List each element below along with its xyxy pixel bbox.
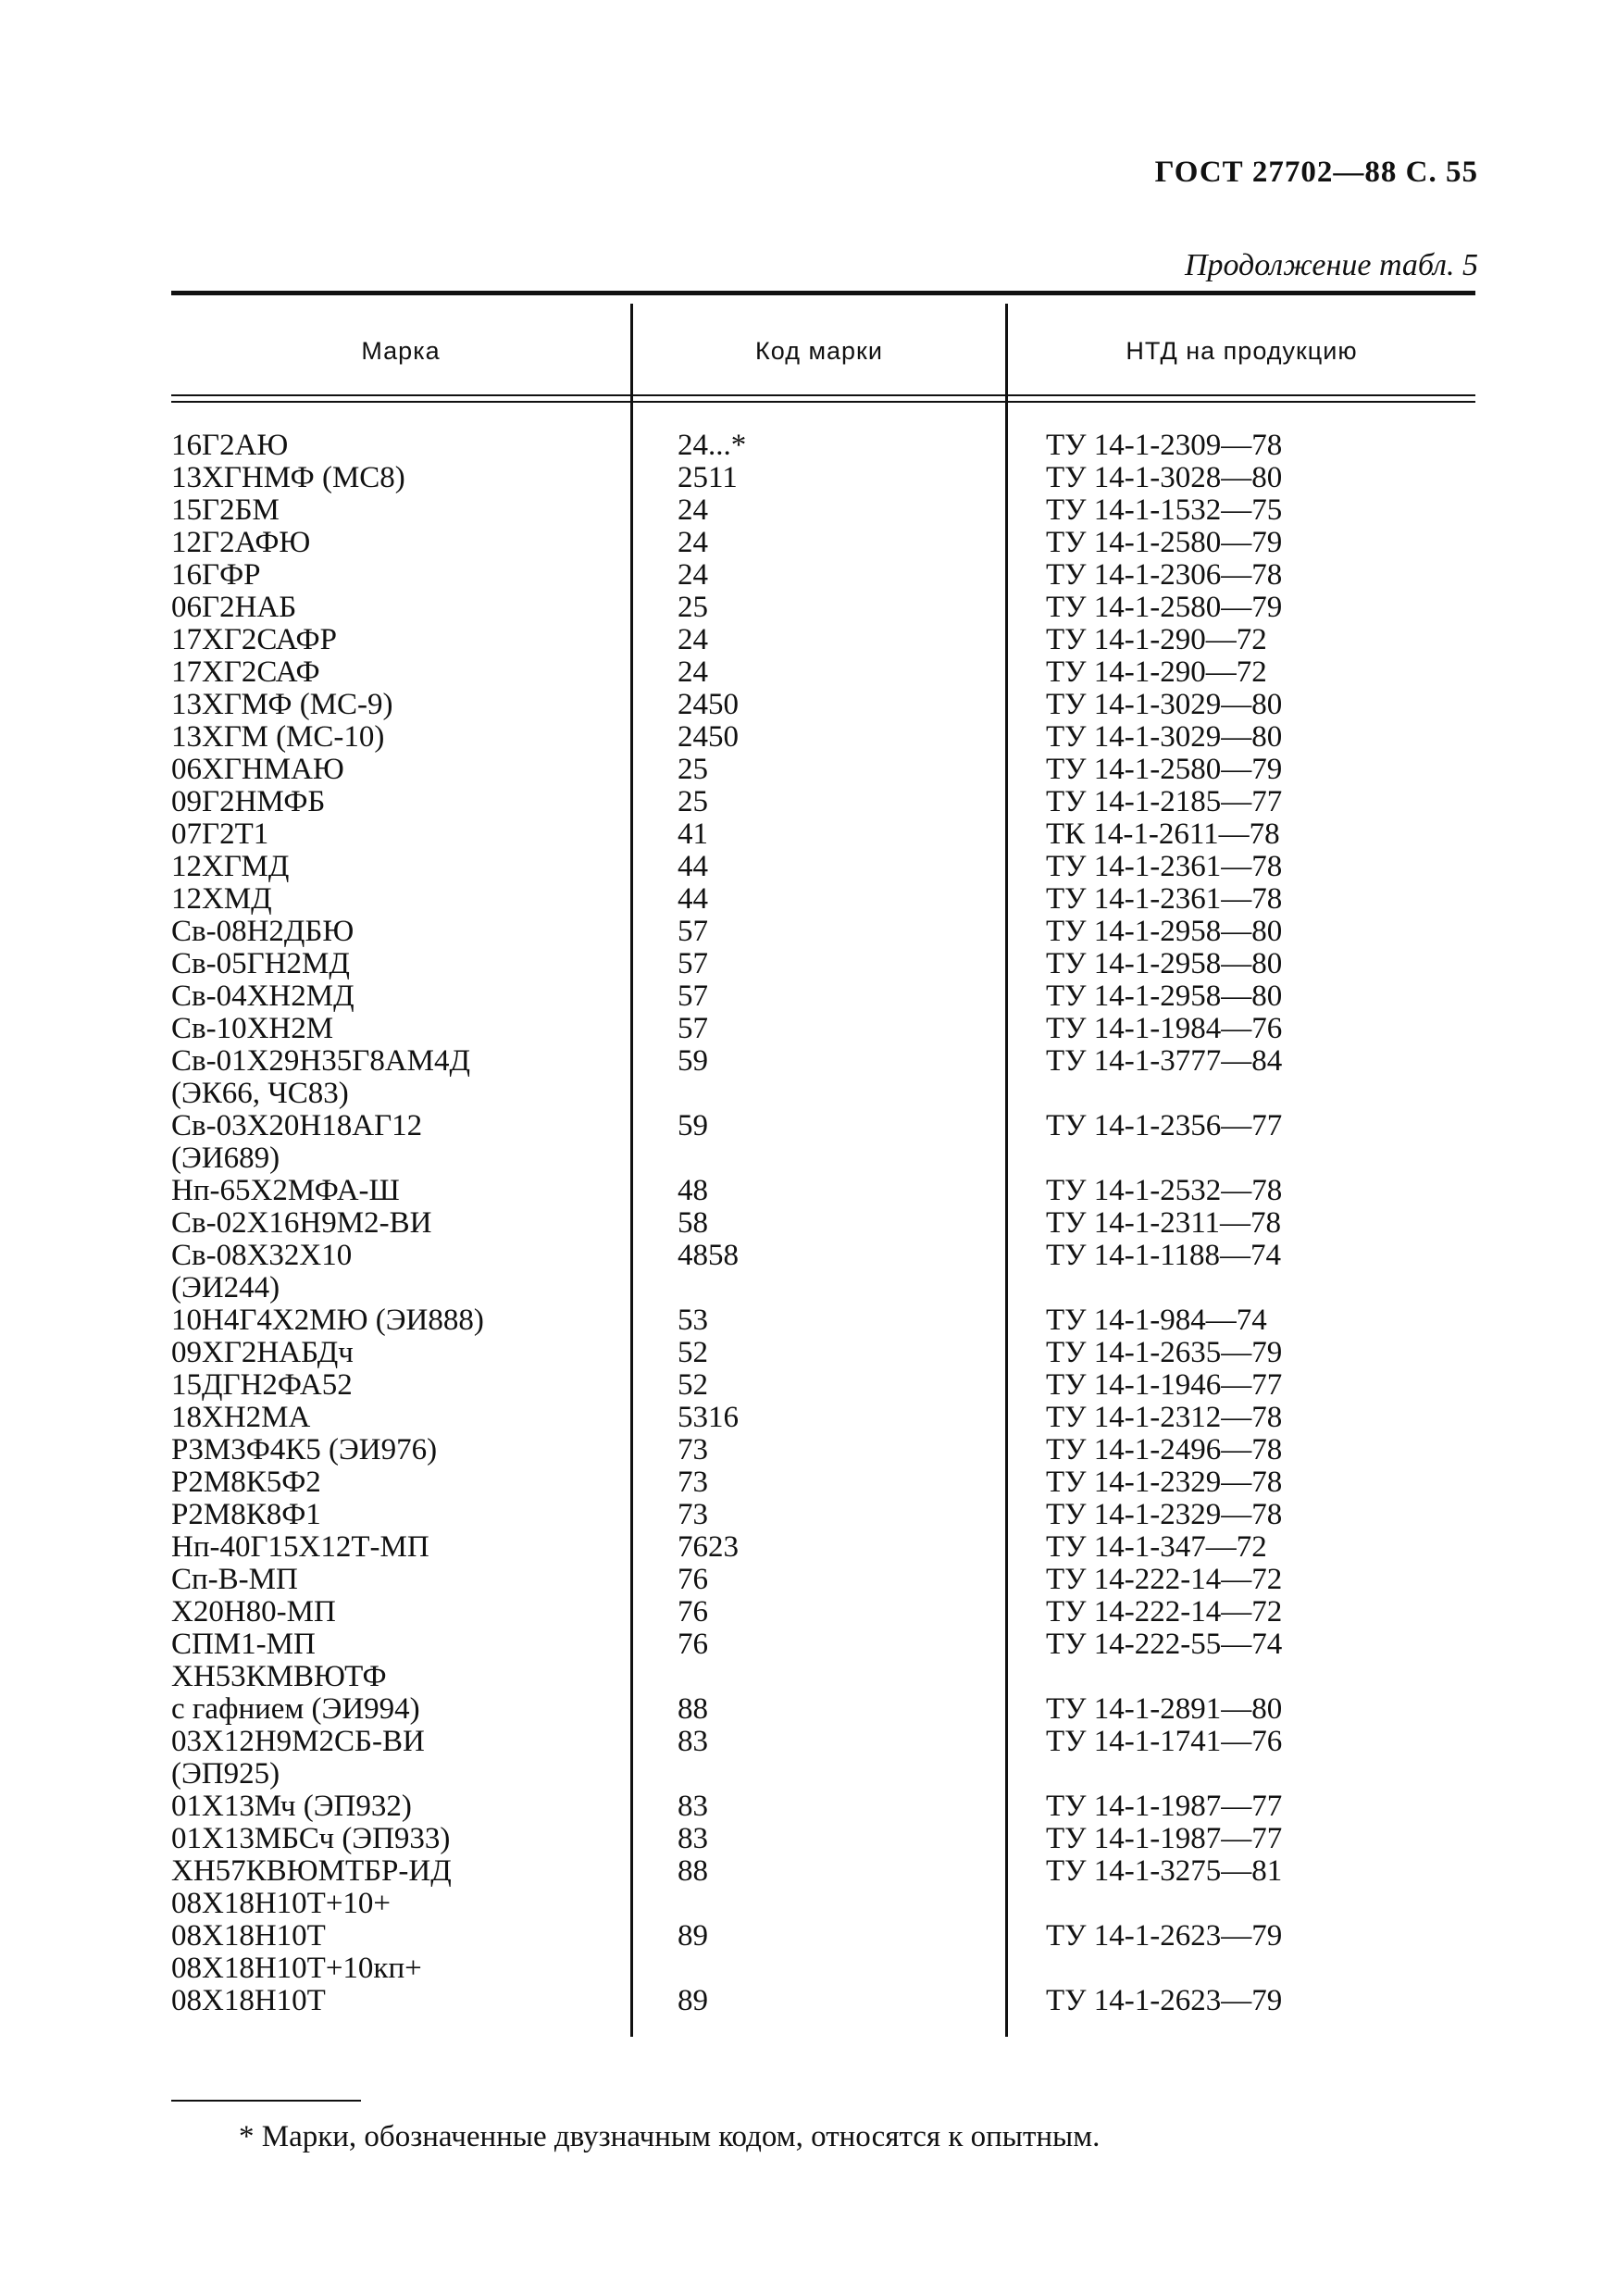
table-row [171,1791,1475,1823]
table-row [171,494,1475,527]
ntd-cell: ТУ 14-222-55—74 [1046,1628,1283,1661]
table-row [171,462,1475,494]
code-cell: 73 [678,1466,708,1499]
code-cell: 24 [678,558,708,592]
ntd-cell: ТУ 14-1-2356—77 [1046,1109,1283,1142]
ntd-cell: ТК 14-1-2611—78 [1046,817,1280,851]
table-row [171,656,1475,689]
code-cell: 76 [678,1628,708,1661]
mark-cell: 13ХГНМФ (МС8) [171,461,405,494]
table-row [171,1726,1475,1758]
mark-cell: Св-08Н2ДБЮ [171,915,354,948]
mark-cell: Св-05ГН2МД [171,947,350,980]
ntd-cell: ТУ 14-1-2580—79 [1046,526,1283,559]
code-cell: 52 [678,1368,708,1402]
code-cell: 83 [678,1790,708,1823]
code-cell: 57 [678,947,708,980]
table-row [171,1078,1475,1110]
mark-cell: 09ХГ2НАБДч [171,1336,354,1369]
code-cell: 57 [678,1012,708,1045]
code-cell: 2450 [678,720,739,754]
code-cell: 57 [678,980,708,1013]
mark-cell: 15ДГН2ФА52 [171,1368,353,1402]
ntd-cell: ТУ 14-1-2580—79 [1046,753,1283,786]
mark-cell: Х20Н80-МП [171,1595,336,1628]
mark-cell: (ЭП925) [171,1757,280,1791]
mark-cell: Св-08Х32Х10 [171,1239,353,1272]
mark-cell: 10Н4Г4Х2МЮ (ЭИ888) [171,1304,484,1337]
code-cell: 59 [678,1044,708,1078]
table-row [171,430,1475,462]
table-row [171,559,1475,592]
code-cell: 44 [678,850,708,883]
table-row [171,754,1475,786]
ntd-cell: ТУ 14-1-2311—78 [1046,1206,1282,1240]
ntd-cell: ТУ 14-222-14—72 [1046,1595,1283,1628]
table-row [171,948,1475,980]
table-row [171,1304,1475,1337]
mark-cell: 12ХГМД [171,850,290,883]
code-cell: 25 [678,591,708,624]
ntd-cell: ТУ 14-1-1532—75 [1046,493,1283,527]
page-header: ГОСТ 27702—88 С. 55 [1154,156,1478,189]
footnote: * Марки, обозначенные двузначным кодом, относятся к опытным. [239,2120,1101,2153]
ntd-cell: ТУ 14-1-2891—80 [1046,1692,1283,1726]
ntd-cell: ТУ 14-1-2580—79 [1046,591,1283,624]
table-row [171,883,1475,916]
code-cell: 24 [678,526,708,559]
table-row [171,980,1475,1013]
mark-cell: (ЭИ689) [171,1142,280,1175]
mark-cell: с гафнием (ЭИ994) [171,1692,420,1726]
code-cell: 57 [678,915,708,948]
ntd-cell: ТУ 14-1-2312—78 [1046,1401,1283,1434]
table-row [171,1661,1475,1693]
mark-cell: Св-04ХН2МД [171,980,354,1013]
ntd-cell: ТУ 14-1-2958—80 [1046,947,1283,980]
ntd-cell: ТУ 14-1-1188—74 [1046,1239,1282,1272]
mark-cell: Св-10ХН2М [171,1012,334,1045]
mark-cell: Нп-40Г15Х12Т-МП [171,1530,429,1564]
code-cell: 59 [678,1109,708,1142]
code-cell: 24 [678,623,708,656]
ntd-cell: ТУ 14-1-347—72 [1046,1530,1267,1564]
ntd-cell: ТУ 14-1-2623—79 [1046,1984,1283,2017]
table-row [171,1207,1475,1240]
mark-cell: Св-01Х29Н35Г8АМ4Д [171,1044,471,1078]
ntd-cell: ТУ 14-1-290—72 [1046,655,1267,689]
table-row [171,916,1475,948]
table-row [171,1499,1475,1531]
mark-cell: Сп-В-МП [171,1563,298,1596]
ntd-cell: ТУ 14-1-3777—84 [1046,1044,1283,1078]
table-row [171,1531,1475,1564]
ntd-cell: ТУ 14-1-3029—80 [1046,720,1283,754]
ntd-cell: ТУ 14-1-2623—79 [1046,1919,1283,1953]
ntd-cell: ТУ 14-1-2958—80 [1046,915,1283,948]
code-cell: 89 [678,1919,708,1953]
ntd-cell: ТУ 14-1-2185—77 [1046,785,1283,818]
code-cell: 24 [678,493,708,527]
mark-cell: 08Х18Н10Т [171,1919,326,1953]
table-row [171,1888,1475,1920]
mark-cell: 01Х13Мч (ЭП932) [171,1790,412,1823]
ntd-cell: ТУ 14-1-2329—78 [1046,1466,1283,1499]
code-cell: 24...* [678,429,747,462]
table-row [171,592,1475,624]
table-row [171,1953,1475,1985]
ntd-cell: ТУ 14-1-2496—78 [1046,1433,1283,1466]
code-cell: 89 [678,1984,708,2017]
mark-cell: 06Г2НАБ [171,591,297,624]
code-cell: 44 [678,882,708,916]
mark-cell: 16ГФР [171,558,261,592]
mark-cell: (ЭК66, ЧС83) [171,1077,349,1110]
code-cell: 76 [678,1563,708,1596]
ntd-cell: ТУ 14-1-1741—76 [1046,1725,1283,1758]
table-body [171,430,1475,2017]
code-cell: 2450 [678,688,739,721]
column-header-ntd: НТД на продукцию [1126,337,1358,365]
table-row [171,1240,1475,1272]
ntd-cell: ТУ 14-1-3028—80 [1046,461,1283,494]
mark-cell: Р2М8К5Ф2 [171,1466,321,1499]
code-cell: 41 [678,817,708,851]
table-row [171,527,1475,559]
table-row [171,1175,1475,1207]
code-cell: 73 [678,1498,708,1531]
ntd-cell: ТУ 14-1-1946—77 [1046,1368,1283,1402]
table-row [171,1985,1475,2017]
table-top-rule [171,291,1475,295]
mark-cell: 08Х18Н10Т+10+ [171,1887,392,1920]
code-cell: 2511 [678,461,738,494]
table-continuation-label: Продолжение табл. 5 [1184,248,1478,282]
table-row [171,1045,1475,1078]
mark-cell: 16Г2АЮ [171,429,289,462]
ntd-cell: ТУ 14-1-1987—77 [1046,1790,1283,1823]
mark-cell: ХН53КМВЮТФ [171,1660,387,1693]
ntd-cell: ТУ 14-1-2532—78 [1046,1174,1283,1207]
code-cell: 88 [678,1854,708,1888]
ntd-cell: ТУ 14-1-984—74 [1046,1304,1267,1337]
table-row [171,1466,1475,1499]
code-cell: 83 [678,1822,708,1855]
mark-cell: 12Г2АФЮ [171,526,311,559]
table-row [171,786,1475,818]
mark-cell: Св-02Х16Н9М2-ВИ [171,1206,432,1240]
ntd-cell: ТУ 14-1-3029—80 [1046,688,1283,721]
mark-cell: 08Х18Н10Т+10кп+ [171,1952,422,1985]
code-cell: 58 [678,1206,708,1240]
mark-cell: 12ХМД [171,882,272,916]
ntd-cell: ТУ 14-1-3275—81 [1046,1854,1283,1888]
ntd-cell: ТУ 14-1-2361—78 [1046,882,1283,916]
mark-cell: СПМ1-МП [171,1628,316,1661]
table-row [171,1434,1475,1466]
ntd-cell: ТУ 14-1-1984—76 [1046,1012,1283,1045]
mark-cell: Нп-65Х2МФА-Ш [171,1174,400,1207]
code-cell: 5316 [678,1401,739,1434]
table-row [171,1823,1475,1855]
table-row [171,818,1475,851]
code-cell: 88 [678,1692,708,1726]
table-row [171,1142,1475,1175]
table-row [171,1596,1475,1628]
code-cell: 48 [678,1174,708,1207]
code-cell: 76 [678,1595,708,1628]
header-rule-double [171,401,1475,403]
table-row [171,721,1475,754]
mark-cell: 03Х12Н9М2СБ-ВИ [171,1725,425,1758]
ntd-cell: ТУ 14-1-290—72 [1046,623,1267,656]
ntd-cell: ТУ 14-222-14—72 [1046,1563,1283,1596]
table-row [171,851,1475,883]
ntd-cell: ТУ 14-1-2958—80 [1046,980,1283,1013]
mark-cell: 06ХГНМАЮ [171,753,344,786]
code-cell: 25 [678,785,708,818]
mark-cell: 18ХН2МА [171,1401,311,1434]
mark-cell: 07Г2Т1 [171,817,269,851]
table-row [171,1564,1475,1596]
mark-cell: 13ХГМ (МС-10) [171,720,385,754]
code-cell: 24 [678,655,708,689]
column-header-code: Код марки [755,337,883,365]
table-row [171,1369,1475,1402]
code-cell: 7623 [678,1530,739,1564]
table-row [171,1855,1475,1888]
table-row [171,1628,1475,1661]
mark-cell: 15Г2БМ [171,493,280,527]
header-rule [171,394,1475,396]
mark-cell: (ЭИ244) [171,1271,280,1304]
table-row [171,1110,1475,1142]
mark-cell: 08Х18Н10Т [171,1984,326,2017]
mark-cell: 17ХГ2САФР [171,623,337,656]
table-row [171,1693,1475,1726]
table-row [171,1013,1475,1045]
mark-cell: Р3М3Ф4К5 (ЭИ976) [171,1433,438,1466]
ntd-cell: ТУ 14-1-2309—78 [1046,429,1283,462]
ntd-cell: ТУ 14-1-2306—78 [1046,558,1283,592]
column-header-mark: Марка [361,337,441,365]
mark-cell: Р2М8К8Ф1 [171,1498,321,1531]
mark-cell: 09Г2НМФБ [171,785,326,818]
mark-cell: 17ХГ2САФ [171,655,320,689]
table-row [171,624,1475,656]
code-cell: 25 [678,753,708,786]
footnote-rule [171,2100,361,2102]
table-row [171,1272,1475,1304]
ntd-cell: ТУ 14-1-1987—77 [1046,1822,1283,1855]
code-cell: 4858 [678,1239,739,1272]
mark-cell: 13ХГМФ (МС-9) [171,688,393,721]
table-row [171,1337,1475,1369]
ntd-cell: ТУ 14-1-2635—79 [1046,1336,1283,1369]
code-cell: 53 [678,1304,708,1337]
ntd-cell: ТУ 14-1-2329—78 [1046,1498,1283,1531]
code-cell: 73 [678,1433,708,1466]
code-cell: 83 [678,1725,708,1758]
mark-cell: ХН57КВЮМТБР-ИД [171,1854,452,1888]
code-cell: 52 [678,1336,708,1369]
mark-cell: 01Х13МБСч (ЭП933) [171,1822,451,1855]
table-row [171,1402,1475,1434]
table-row [171,1920,1475,1953]
table-row [171,689,1475,721]
table-row [171,1758,1475,1791]
ntd-cell: ТУ 14-1-2361—78 [1046,850,1283,883]
grades-table [171,291,1475,2037]
mark-cell: Св-03Х20Н18АГ12 [171,1109,423,1142]
